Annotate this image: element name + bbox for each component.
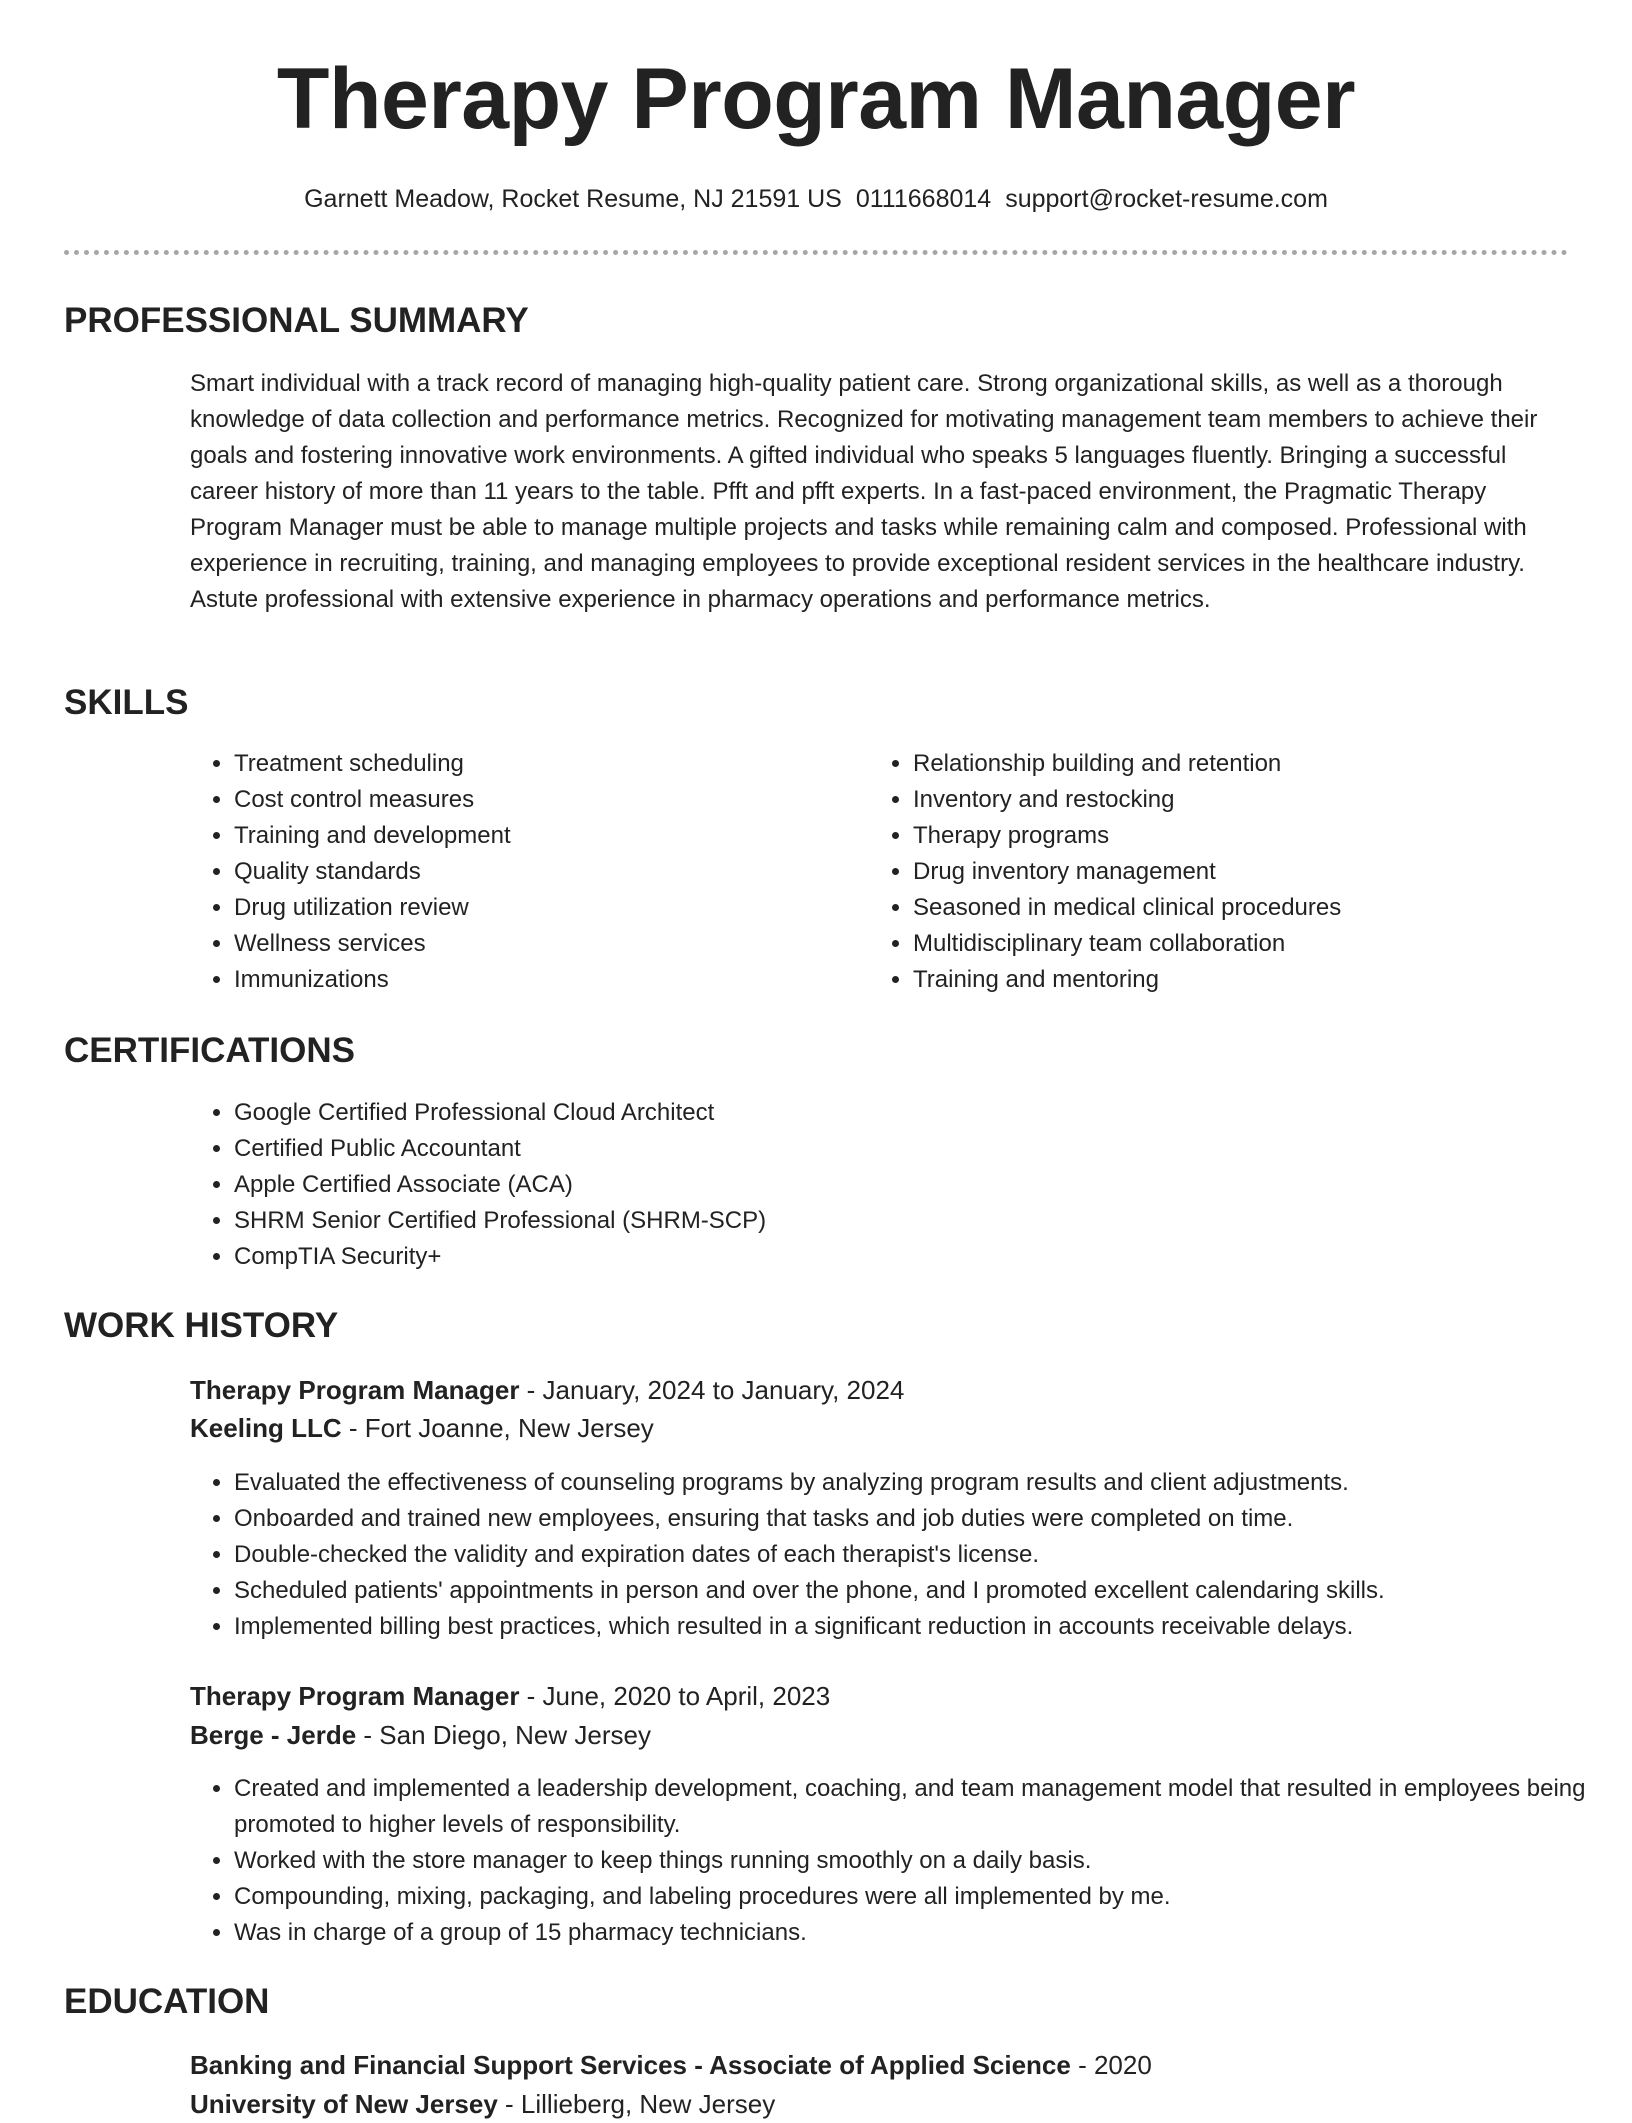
job-location: - Fort Joanne, New Jersey [341,1413,654,1443]
contact-line [0,181,1632,217]
skill-item: • Drug inventory management [913,854,1613,890]
job-bullets [190,1465,1604,1645]
resume-title: Therapy Program Manager [276,51,1356,147]
job-dates: - January, 2024 to January, 2024 [519,1375,905,1405]
skill-item: • Multidisciplinary team collaboration [913,926,1613,962]
skill-item: • Quality standards [234,854,854,890]
job-title-line [190,1371,904,1409]
skill-item: • Training and mentoring [913,962,1613,998]
skills-list-left [190,746,854,998]
skill-item: • Immunizations [234,962,854,998]
skill-item: • Training and development [234,818,854,854]
education-degree: Banking and Financial Support Services - Associate of Applied Science [190,2050,1071,2080]
job-bullet: • Onboarded and trained new employees, ensuring that tasks and job duties were completed on time. [234,1501,1604,1537]
skill-item: • Relationship building and retention [913,746,1613,782]
section-title-certifications: CERTIFICATIONS [64,1031,356,1070]
job-bullet: • Compounding, mixing, packaging, and labeling procedures were all implemented by me. [234,1879,1610,1915]
certification-item: • CompTIA Security+ [234,1239,1604,1275]
skill-item: • Seasoned in medical clinical procedures [913,890,1613,926]
skill-item: • Treatment scheduling [234,746,854,782]
job-title-line [190,1677,830,1715]
job-bullet: • Scheduled patients' appointments in person and over the phone, and I promoted excellent calendaring skills. [234,1573,1604,1609]
job-bullet: • Created and implemented a leadership development, coaching, and team management model that resulted in employees being promoted to higher levels of responsibility. [234,1771,1610,1843]
skill-item: • Wellness services [234,926,854,962]
job-title: Therapy Program Manager [190,1681,520,1711]
job-company: Keeling LLC [190,1413,342,1443]
certification-item: • Apple Certified Associate (ACA) [234,1167,1604,1203]
contact-email: support@rocket-resume.com [1005,185,1328,213]
education-degree-line [190,2046,1152,2084]
education-location: - Lillieberg, New Jersey [497,2089,776,2119]
skills-list-right [869,746,1613,998]
header-divider [64,250,1568,255]
education-school: University of New Jersey [190,2089,498,2119]
summary-text: Smart individual with a track record of managing high-quality patient care. Strong organizational skills, as well as a thorough knowledge of data collection and performance metrics. Recognized for motivating management team members to achieve their goals and fostering innovative work environments. A gifted individual who speaks 5 languages fluently. Bringing a successful career history of more than 11 years to the table. Pfft and pfft experts. In a fast-paced environment, the Pragmatic Therapy Program Manager must be able to manage multiple projects and tasks while remaining calm and composed. Professional with experience in recruiting, training, and managing employees to provide exceptional resident services in the healthcare industry. Astute professional with extensive experience in pharmacy operations and performance metrics. [190,370,1538,613]
certification-item: • SHRM Senior Certified Professional (SHRM-SCP) [234,1203,1604,1239]
job-bullet: • Worked with the store manager to keep things running smoothly on a daily basis. [234,1843,1610,1879]
skill-item: • Inventory and restocking [913,782,1613,818]
skill-item: • Therapy programs [913,818,1613,854]
section-title-summary: PROFESSIONAL SUMMARY [64,301,529,340]
job-company: Berge - Jerde [190,1720,357,1750]
job-bullet: • Evaluated the effectiveness of counseling programs by analyzing program results and client adjustments. [234,1465,1604,1501]
job-bullet: • Implemented billing best practices, which resulted in a significant reduction in accounts receivable delays. [234,1609,1604,1645]
skill-item: • Cost control measures [234,782,854,818]
education-year: - 2020 [1070,2050,1152,2080]
job-company-line [190,1716,651,1754]
job-bullet: • Double-checked the validity and expiration dates of each therapist's license. [234,1537,1604,1573]
contact-address: Garnett Meadow, Rocket Resume, NJ 21591 US [304,185,842,213]
certification-item: • Certified Public Accountant [234,1131,1604,1167]
section-title-skills: SKILLS [64,683,189,722]
job-bullet: • Was in charge of a group of 15 pharmacy technicians. [234,1915,1610,1951]
skill-item: • Drug utilization review [234,890,854,926]
job-dates: - June, 2020 to April, 2023 [519,1681,831,1711]
section-title-work-history: WORK HISTORY [64,1306,339,1345]
job-bullets [190,1771,1610,1951]
job-title: Therapy Program Manager [190,1375,520,1405]
section-title-education: EDUCATION [64,1982,270,2021]
education-school-line [190,2085,775,2123]
contact-phone: 0111668014 [855,185,992,213]
certification-item: • Google Certified Professional Cloud Architect [234,1095,1604,1131]
job-company-line [190,1409,654,1447]
job-location: - San Diego, New Jersey [356,1720,651,1750]
certifications-list [190,1095,1604,1275]
